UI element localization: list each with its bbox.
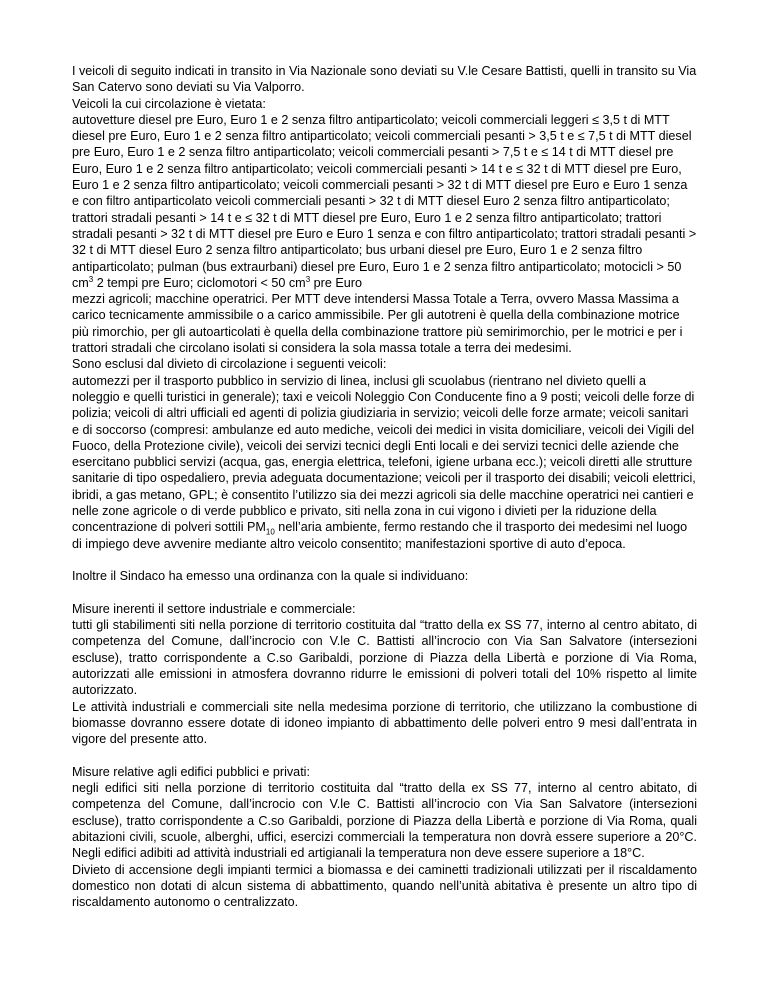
paragraph-exempt-vehicles: automezzi per il trasporto pubblico in servizio di linea, inclusi gli scuolabus (rientrano nel divieto quelli a noleggio e quelli turistici in generale); taxi e veicoli Noleggio Con Conducente fino a 9 posti; veicoli delle forze di polizia; veicoli di altri ufficiali ed agenti di polizia giudiziaria in servizio; veicoli delle forze armate; veicoli sanitari e di soccorso (compresi: ambulanze ed auto mediche, veicoli dei medici in visita domiciliare, veicoli dei Vigili del Fuoco, della Protezione civile), veicoli dei servizi tecnici degli Enti locali e dei servizi tecnici delle aziende che esercitano pubblici servizi (acqua, gas, energia elettrica, telefoni, igiene urbana ecc.); veicoli diretti alle strutture sanitarie di tipo ospedaliero, previa adeguata documentazione; veicoli per il trasporto dei disabili; veicoli elettrici, ibridi, a gas metano, GPL; è consentito l’utilizzo sia dei mezzi agricoli sia delle macchine operatrici nei cantieri e nelle zone agricole o di verde pubblico e privato, siti nella zona in cui vigono i divieti per la riduzione della concentrazione di polveri sottili $PM_{10}$ nell’aria ambiente, fermo restando che il trasporto dei medesimi nel luogo di impiego deve avvenire mediante altro veicolo consentito; manifestazioni sportive di auto d’epoca. [72, 373, 696, 551]
paragraph-industrial-emissions: tutti gli stabilimenti siti nella porzione di territorio costituita dal “tratto della ex SS 77, interno al centro abitato, di competenza del Comune, dall’incrocio con V.le C. Battisti all’incrocio con Via San Salvatore (intersezioni escluse), tratto corrispondente a C.so Garibaldi, porzione di Piazza della Libertà e porzione di Via Roma, autorizzati alle emissioni in atmosfera dovranno ridurre le emissioni di polveri totali del 10% rispetto al limite autorizzato. [72, 618, 697, 698]
superscript-3: 3 [305, 274, 311, 284]
paragraph-deviation: I veicoli di seguito indicati in transito in Via Nazionale sono deviati su V.le Cesare Battisti, quelli in transito su Via San Catervo sono deviati su Via Valporro. [72, 64, 697, 95]
heading-building-measures: Misure relative agli edifici pubblici e privati: [72, 764, 310, 779]
superscript-3: 3 [88, 274, 94, 284]
paragraph-prohibited-heading: Veicoli la cui circolazione è vietata: [72, 96, 266, 111]
subscript-10: 10 [265, 527, 275, 537]
paragraph-heating-ban: Divieto di accensione degli impianti termici a biomassa e dei caminetti tradizionali utilizzati per il riscaldamento domestico non dotati di alcun sistema di abbattimento, quando nell’unità abitativa è presente un altro tipo di riscaldamento autonomo o centralizzato. [72, 862, 697, 910]
paragraph-ordinance: Inoltre il Sindaco ha emesso una ordinanza con la quale si individuano: [72, 569, 469, 584]
paragraph-exempt-heading: Sono esclusi dal divieto di circolazione i seguenti veicoli: [72, 357, 387, 372]
paragraph-prohibited-vehicles: autovetture diesel pre Euro, Euro 1 e 2 senza filtro antiparticolato; veicoli commerciali leggeri ≤ 3,5 t di MTT diesel pre Euro, Euro 1 e 2 senza filtro antiparticolato; veicoli commerciali pesanti > 3,5 t e ≤ 7,5 t di MTT diesel pre Euro, Euro 1 e 2 senza filtro antiparticolato; veicoli commerciali pesanti > 7,5 t e ≤ 14 t di MTT diesel pre Euro, Euro 1 e 2 senza filtro antiparticolato; veicoli commerciali pesanti > 14 t e ≤ 32 t di MTT diesel pre Euro, Euro 1 e 2 senza filtro antiparticolato; veicoli commerciali pesanti > 32 t di MTT diesel pre Euro e Euro 1 senza e con filtro antiparticolato veicoli commerciali pesanti > 32 t di MTT diesel Euro 2 senza filtro antiparticolato; trattori stradali pesanti > 14 t e ≤ 32 t di MTT diesel pre Euro, Euro 1 e 2 senza filtro antiparticolato; trattori stradali pesanti > 32 t di MTT diesel pre Euro e Euro 1 senza e con filtro antiparticolato; trattori stradali pesanti > 32 t di MTT diesel Euro 2 senza filtro antiparticolato; bus urbani diesel pre Euro, Euro 1 e 2 senza filtro antiparticolato; pulman (bus extraurbani) diesel pre Euro, Euro 1 e 2 senza filtro antiparticolato; motocicli > 50 $cm^3$ 2 tempi pre Euro; ciclomotori < 50 $cm^3$ pre Euro [72, 112, 697, 290]
heading-industrial-measures: Misure inerenti il settore industriale e commerciale: [72, 601, 356, 616]
document-page [72, 63, 697, 910]
paragraph-biomass-combustion: Le attività industriali e commerciali site nella medesima porzione di territorio, che utilizzano la combustione di biomasse dovranno essere dotate di idoneo impianto di abbattimento delle polveri entro 9 mesi dall’entrata in vigore del presente atto. [72, 699, 697, 747]
paragraph-mtt-definition: mezzi agricoli; macchine operatrici. Per MTT deve intendersi Massa Totale a Terra, ovvero Massa Massima a carico tecnicamente ammissibile o a carico ammissibile. Per gli autotreni è quella della combinazione motrice più rimorchio, per gli autoarticolati è quella della combinazione trattore più semirimorchio, per le motrici e per i trattori stradali che circolano isolati si considera la sola massa totale a terra dei medesimi. [72, 292, 683, 356]
paragraph-building-temperature: negli edifici siti nella porzione di territorio costituita dal “tratto della ex SS 77, interno al centro abitato, di competenza del Comune, dall’incrocio con V.le C. Battisti all’incrocio con Via San Salvatore (intersezioni escluse), tratto corrispondente a C.so Garibaldi, porzione di Piazza della Libertà e porzione di Via Roma, quali abitazioni civili, scuole, alberghi, uffici, esercizi commerciali la temperatura non dovrà essere superiore a 20°C. Negli edifici adibiti ad attività industriali ed artigianali la temperatura non deve essere superiore a 18°C. [72, 781, 697, 861]
